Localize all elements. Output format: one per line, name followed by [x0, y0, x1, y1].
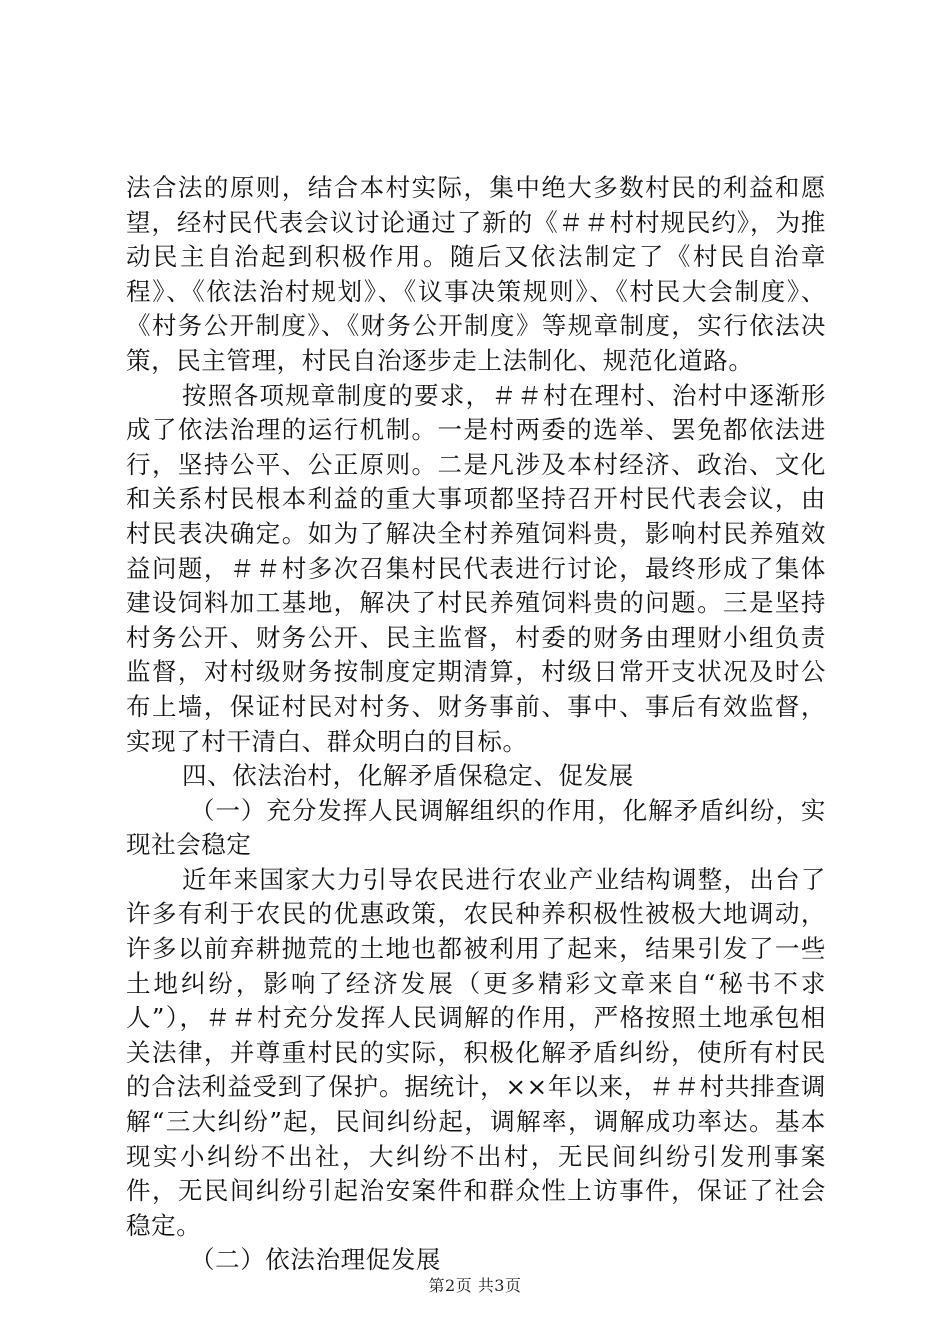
- paragraph-regulations: 法合法的原则，结合本村实际，集中绝大多数村民的利益和愿望，经村民代表会议讨论通过了新的《＃＃村村规民约》，为推动民主自治起到积极作用。随后又依法制定了《村民自治章程》、《依法治村规划》、《议事决策规则》、《村民大会制度》、《村务公开制度》、《财务公开制度》等规章制度，实行依法决策，民主管理，村民自治逐步走上法制化、规范化道路。: [126, 173, 826, 375]
- page-number-footer: 第2页 共3页: [428, 1276, 522, 1295]
- document-body: [126, 171, 826, 1278]
- subsection-heading-one: （一）充分发挥人民调解组织的作用，化解矛盾纠纷，实现社会稳定: [126, 795, 826, 860]
- subsection-heading-two: （二）依法治理促发展: [190, 1245, 441, 1275]
- paragraph-operating-mechanism: 按照各项规章制度的要求，＃＃村在理村、治村中逐渐形成了依法治理的运行机制。一是村两委的选举、罢免都依法进行，坚持公平、公正原则。二是凡涉及本村经济、政治、文化和关系村民根本利益的重大事项都坚持召开村民代表会议，由村民表决确定。如为了解决全村养殖饲料贵，影响村民养殖效益问题，＃＃村多次召集村民代表进行讨论，最终形成了集体建设饲料加工基地，解决了村民养殖饲料贵的问题。三是坚持村务公开、财务公开、民主监督，村委的财务由理财小组负责监督，对村级财务按制度定期清算，村级日常开支状况及时公布上墙，保证村民对村务、财务事前、事中、事后有效监督，实现了村干清白、群众明白的目标。: [126, 380, 826, 756]
- paragraph-dispute-mediation: 近年来国家大力引导农民进行农业产业结构调整，出台了许多有利于农民的优惠政策，农民种养积极性被极大地调动，许多以前弃耕抛荒的土地也都被利用了起来，结果引发了一些土地纠纷，影响了经济发展（更多精彩文章来自“秘书不求人”），＃＃村充分发挥人民调解的作用，严格按照土地承包相关法律，并尊重村民的实际，积极化解矛盾纠纷，使所有村民的合法利益受到了保护。据统计，××年以来，＃＃村共排查调解“三大纠纷”起，民间纠纷起，调解率，调解成功率达。基本现实小纠纷不出社，大纠纷不出村，无民间纠纷引发刑事案件，无民间纠纷引起治安案件和群众性上访事件，保证了社会稳定。: [126, 864, 826, 1240]
- section-heading-four: 四、依法治村，化解矛盾保稳定、促发展: [182, 761, 634, 791]
